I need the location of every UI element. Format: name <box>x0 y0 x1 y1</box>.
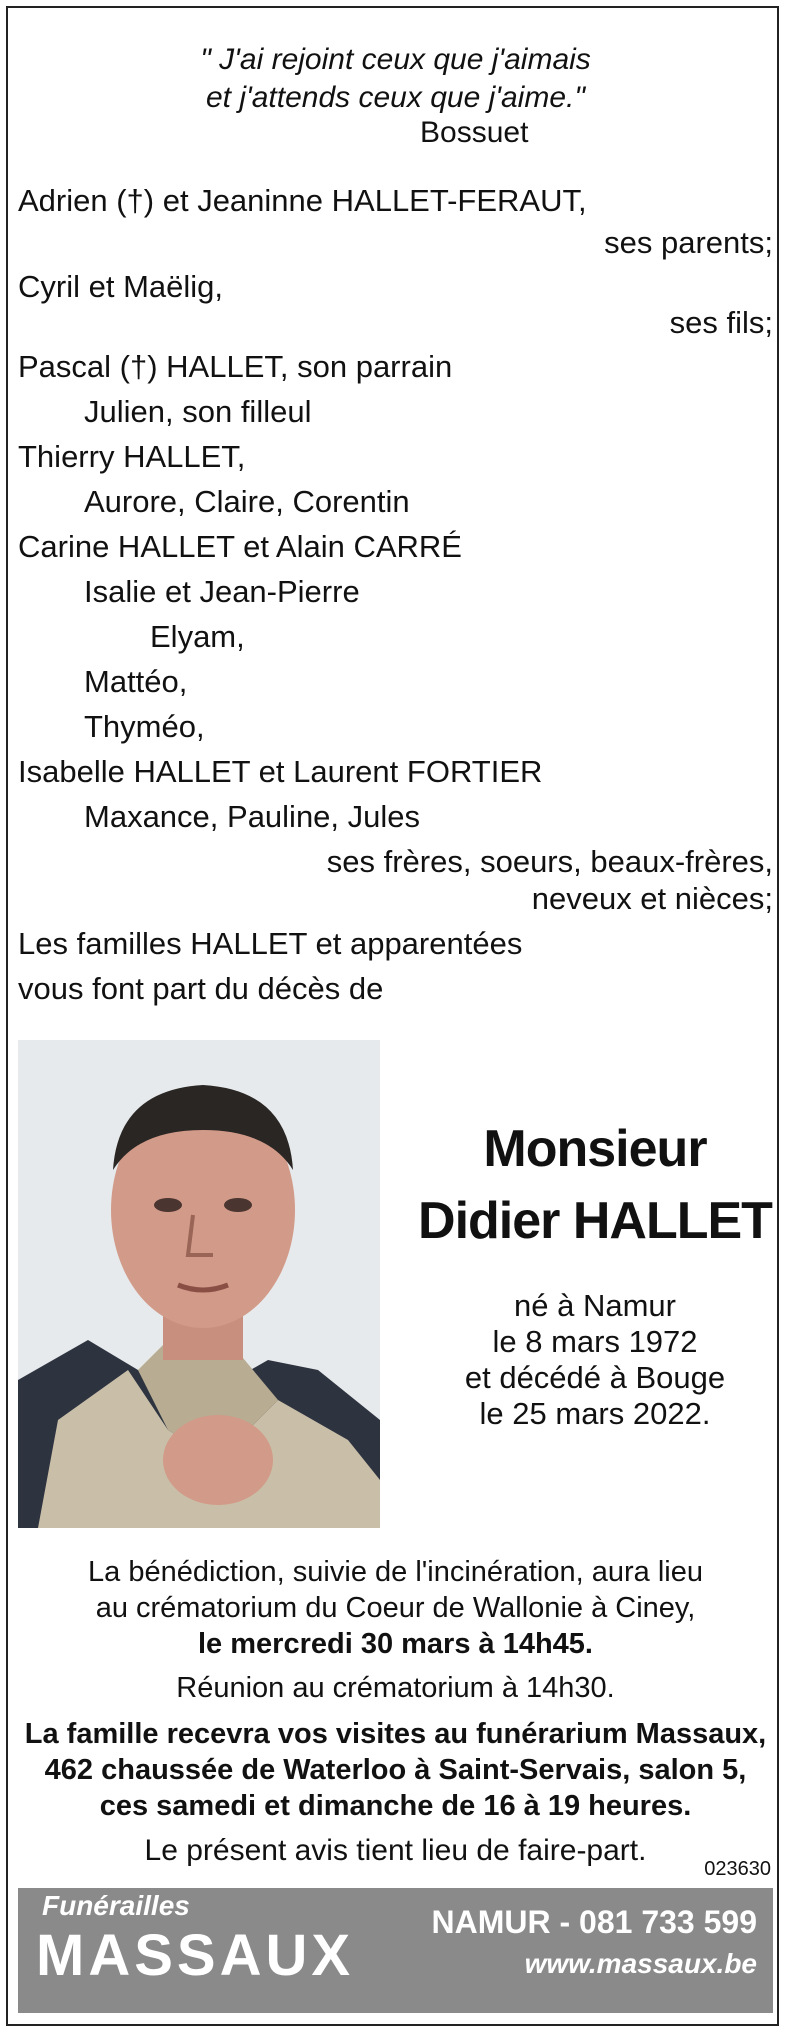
funeral-home-banner <box>18 1888 773 2013</box>
family-line: ses parents; <box>604 225 773 260</box>
deceased-title: Monsieur <box>483 1120 707 1178</box>
ceremony-line-2: au crématorium du Coeur de Wallonie à Ciney, <box>95 1592 696 1624</box>
family-line: Adrien (†) et Jeaninne HALLET-FERAUT, <box>18 183 587 218</box>
family-line: ses fils; <box>669 305 773 340</box>
family-line: Thierry HALLET, <box>18 439 246 474</box>
banner-website: www.massaux.be <box>524 1948 757 1979</box>
reference-number: 023630 <box>704 1858 771 1880</box>
banner-funerailles: Funérailles <box>42 1890 190 1921</box>
birth-place: né à Namur <box>514 1288 676 1323</box>
reunion-text: Réunion au crématorium à 14h30. <box>176 1672 615 1704</box>
family-line: Les familles HALLET et apparentées <box>18 926 523 961</box>
banner-phone: 081 733 599 <box>579 1904 757 1940</box>
family-line: Pascal (†) HALLET, son parrain <box>18 349 453 384</box>
family-line: Aurore, Claire, Corentin <box>84 484 410 519</box>
death-date: le 25 mars 2022. <box>479 1396 711 1431</box>
visit-line-3: ces samedi et dimanche de 16 à 19 heures. <box>99 1790 692 1822</box>
deceased-name: Didier HALLET <box>418 1192 772 1250</box>
portrait-photo <box>18 1040 380 1528</box>
visit-line-1: La famille recevra vos visites au funérarium Massaux, <box>24 1718 767 1750</box>
ceremony-date: le mercredi 30 mars à 14h45. <box>198 1628 593 1660</box>
family-line: Cyril et Maëlig, <box>18 269 223 304</box>
family-line: Thyméo, <box>84 709 205 744</box>
notice-text: Le présent avis tient lieu de faire-part. <box>144 1834 647 1867</box>
banner-city: NAMUR <box>431 1904 551 1940</box>
ceremony-line-1: La bénédiction, suivie de l'incinération, aura lieu <box>88 1556 703 1588</box>
visit-line-2: 462 chaussée de Waterloo à Saint-Servais, salon 5, <box>44 1754 747 1786</box>
family-line: Isabelle HALLET et Laurent FORTIER <box>18 754 543 789</box>
family-line: Isalie et Jean-Pierre <box>84 574 360 609</box>
birth-date: le 8 mars 1972 <box>492 1324 698 1359</box>
family-line: neveux et nièces; <box>531 881 773 916</box>
banner-company: MASSAUX <box>36 1923 355 1988</box>
family-line: vous font part du décès de <box>18 971 384 1006</box>
family-line: Elyam, <box>150 619 245 654</box>
quote-line-2: et j'attends ceux que j'aime." <box>206 81 585 114</box>
death-place: et décédé à Bouge <box>464 1360 726 1395</box>
quote-line-1: " J'ai rejoint ceux que j'aimais <box>200 43 591 76</box>
quote-author: Bossuet <box>420 116 529 149</box>
family-line: ses frères, soeurs, beaux-frères, <box>326 844 773 879</box>
family-line: Carine HALLET et Alain CARRÉ <box>18 529 462 564</box>
banner-phone-line: NAMUR - 081 733 599 <box>431 1904 757 1940</box>
family-line: Mattéo, <box>84 664 188 699</box>
family-line: Julien, son filleul <box>84 394 312 429</box>
family-line: Maxance, Pauline, Jules <box>84 799 421 834</box>
